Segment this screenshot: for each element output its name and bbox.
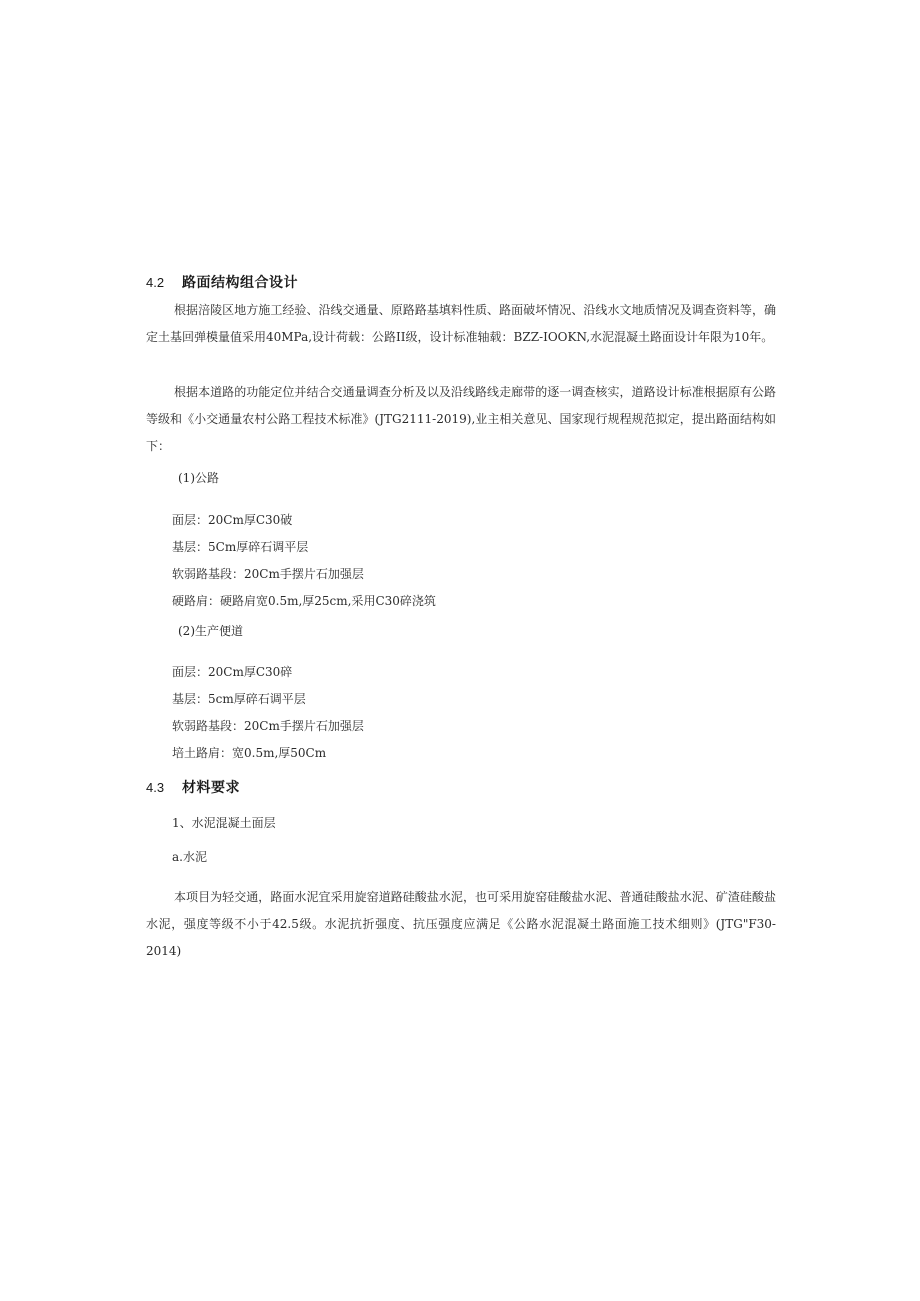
road-structure-item: 基层：5Cm厚碎石调平层 bbox=[172, 540, 309, 554]
road-structure-item: 面层：20Cm厚C30破 bbox=[172, 513, 293, 527]
road-structure-label: (1)公路 bbox=[178, 471, 219, 485]
paragraph-cement-requirements: 本项目为轻交通，路面水泥宜采用旋窑道路硅酸盐水泥，也可采用旋窑硅酸盐水泥、普通硅酸盐水泥、矿渣硅酸盐水泥，强度等级不小于42.5级。水泥抗折强度、抗压强度应满足《公路水泥混凝土路面施工技术细则》(JTG"F30-2014) bbox=[146, 890, 776, 958]
section-title: 材料要求 bbox=[182, 780, 240, 796]
paragraph-design-basis: 根据涪陵区地方施工经验、沿线交通量、原路路基填料性质、路面破坏情况、沿线水文地质情况及调查资料等，确定土基回弹模量值采用40MPa,设计荷载：公路II级，设计标准轴载：BZZ-IOOKN,水泥混凝土路面设计年限为10年。 bbox=[146, 303, 776, 344]
access-road-label: (2)生产便道 bbox=[178, 624, 243, 638]
access-road-item: 培土路肩：宽0.5m,厚50Cm bbox=[172, 746, 327, 760]
access-road-item: 软弱路基段：20Cm手摆片石加强层 bbox=[172, 719, 364, 733]
road-structure-item: 软弱路基段：20Cm手摆片石加强层 bbox=[172, 567, 364, 581]
section-heading-4-3 bbox=[146, 777, 240, 797]
paragraph-design-standard: 根据本道路的功能定位并结合交通量调查分析及以及沿线路线走廊带的逐一调查核实，道路设计标准根据原有公路等级和《小交通量农村公路工程技术标准》(JTG2111-2019),业主相关意见、国家现行规程规范拟定，提出路面结构如下： bbox=[146, 385, 776, 453]
subsection-heading: 1、水泥混凝土面层 bbox=[172, 816, 276, 830]
section-heading-4-2 bbox=[146, 272, 298, 292]
section-title: 路面结构组合设计 bbox=[182, 275, 298, 291]
section-number: 4.2 bbox=[146, 275, 165, 290]
access-road-item: 面层：20Cm厚C30碎 bbox=[172, 665, 293, 679]
access-road-item: 基层：5cm厚碎石调平层 bbox=[172, 692, 306, 706]
road-structure-item: 硬路肩：硬路肩宽0.5m,厚25cm,采用C30碎浇筑 bbox=[172, 594, 436, 608]
section-number: 4.3 bbox=[146, 780, 165, 795]
subsection-item-heading: a.水泥 bbox=[172, 850, 207, 864]
